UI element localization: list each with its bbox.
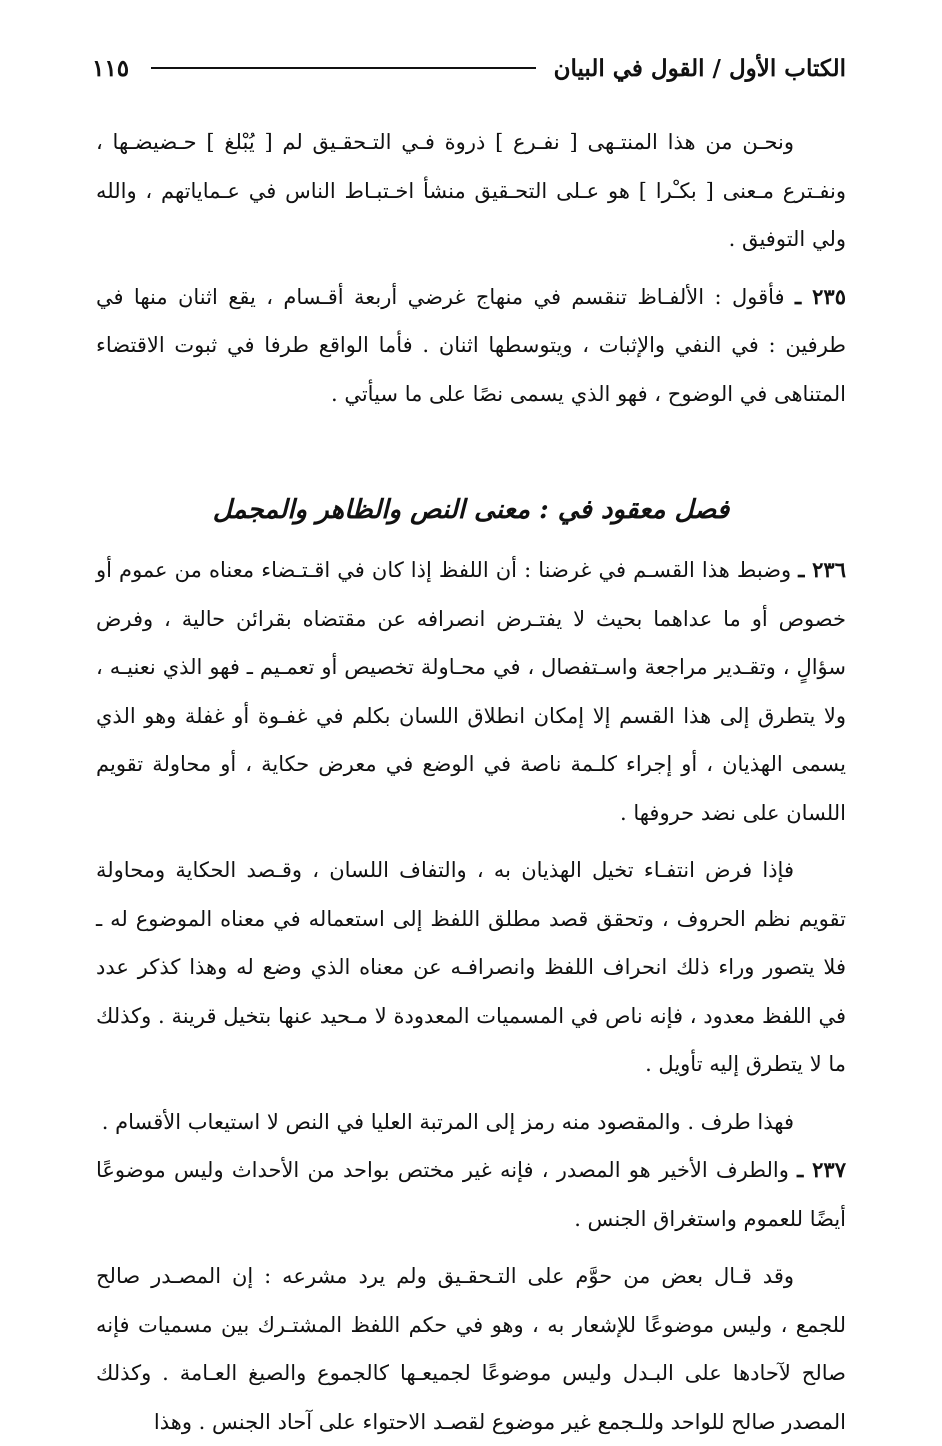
section-heading: فصل معقود في : معنى النص والظاهر والمجمل bbox=[212, 495, 730, 525]
paragraph-text: وضبط هذا القسـم في غرضنا : أن اللفظ إذا كان في اقـتـضاء معناه من عموم أو خصوص أو ما عداهما بحيث لا يفتـرض انصرافه عن مقتضاه بقرائن حالية ، وفرض سؤالٍ ، وتقـدير مراجعة واسـتفصال ، في محـاولة تخصيص أو تعمـيم ـ فهو الذي نعنيـه ، ولا يتطرق إلى هذا القسم إلا إمكان انطلاق اللسان بكلم في غفـوة أو غفلة وهو الذي يسمى الهذيان ، أو إجراء كلـمة ناصة في الوضع في معرض حكاية ، أو محاولة تقويم اللسان على نضد حروفها . bbox=[96, 558, 846, 825]
paragraph-number: ٢٣٧ ـ bbox=[797, 1157, 846, 1182]
paragraph-text: ونحـن من هذا المنتـهى [ نفـرع ] ذروة فـي التـحقـيق لم [ يُبْلغ ] حـضيضـها ، ونفـترع مـعنى [ بكـْرا ] هو عـلى التحـقيق منشأ اخـتبـاط الناس في عـماياتهم ، والله ولي التوفيق . bbox=[96, 130, 846, 251]
paragraph-237 bbox=[96, 1146, 846, 1243]
paragraph-text: فإذا فرض انتفـاء تخيل الهذيان به ، والتفاف اللسان ، وقـصد الحكاية ومحاولة تقويم نظم الحروف ، وتحقق قصد مطلق اللفظ إلى استعماله في معناه الموضوع له ـ فلا يتصور وراء ذلك انحراف اللفظ وانصرافـه عن معناه الذي وضع له وهذا كذكر عدد في اللفظ معدود ، فإنه ناص في المسميات المعدودة لا مـحيد عنها بتخيل قرينة . وكذلك ما لا يتطرق إليه تأويل . bbox=[96, 858, 846, 1076]
paragraph-number: ٢٣٦ ـ bbox=[798, 557, 846, 582]
paragraph-text: فهذا طرف . والمقصود منه رمز إلى المرتبة العليا في النص لا استيعاب الأقسام . bbox=[101, 1109, 794, 1134]
paragraph-continuation bbox=[96, 1098, 846, 1147]
paragraph-continuation bbox=[96, 1252, 846, 1446]
paragraph-text: وقد قـال بعض من حوَّم على التـحقـيق ولم يرد مشرعه : إن المصـدر صالح للجمع ، وليس موضوعًا للإشعار به ، وهو في حكم اللفظ المشتـرك بين مسميات فإنه صالح لآحادها على البـدل وليس موضوعًا لجميعـها كالجموع والصيغ العـامة . وكذلك المصدر صالح للواحد وللـجمع غير موضوع لقصـد الاحتواء على آحاد الجنس . وهذا bbox=[96, 1264, 846, 1434]
paragraph-text: فأقول : الألفـاظ تنقسم في منهاج غرضي أربعة أقـسام ، يقع اثنان منها في طرفين : في النفي والإثبات ، ويتوسطها اثنان . فأما الواقع طرفا في ثبوت الاقتضاء المتناهى في الوضوح ، فهو الذي يسمى نصًا على ما سيأتي . bbox=[96, 284, 846, 406]
header-rule bbox=[151, 67, 536, 69]
paragraph-intro bbox=[96, 118, 846, 264]
page-number: ١١٥ bbox=[92, 54, 130, 82]
page-body bbox=[96, 118, 846, 1446]
page-header bbox=[92, 46, 846, 90]
paragraph-number: ٢٣٥ ـ bbox=[794, 283, 846, 309]
paragraph-text: والطرف الأخير هو المصدر ، فإنه غير مختص بواحد من الأحداث وليس موضوعًا أيضًا للعموم واستغراق الجنس . bbox=[96, 1158, 846, 1231]
paragraph-continuation bbox=[96, 846, 846, 1089]
paragraph-235 bbox=[96, 273, 846, 419]
paragraph-236 bbox=[96, 546, 846, 837]
running-title: الكتاب الأول / القول في البيان bbox=[553, 54, 846, 82]
